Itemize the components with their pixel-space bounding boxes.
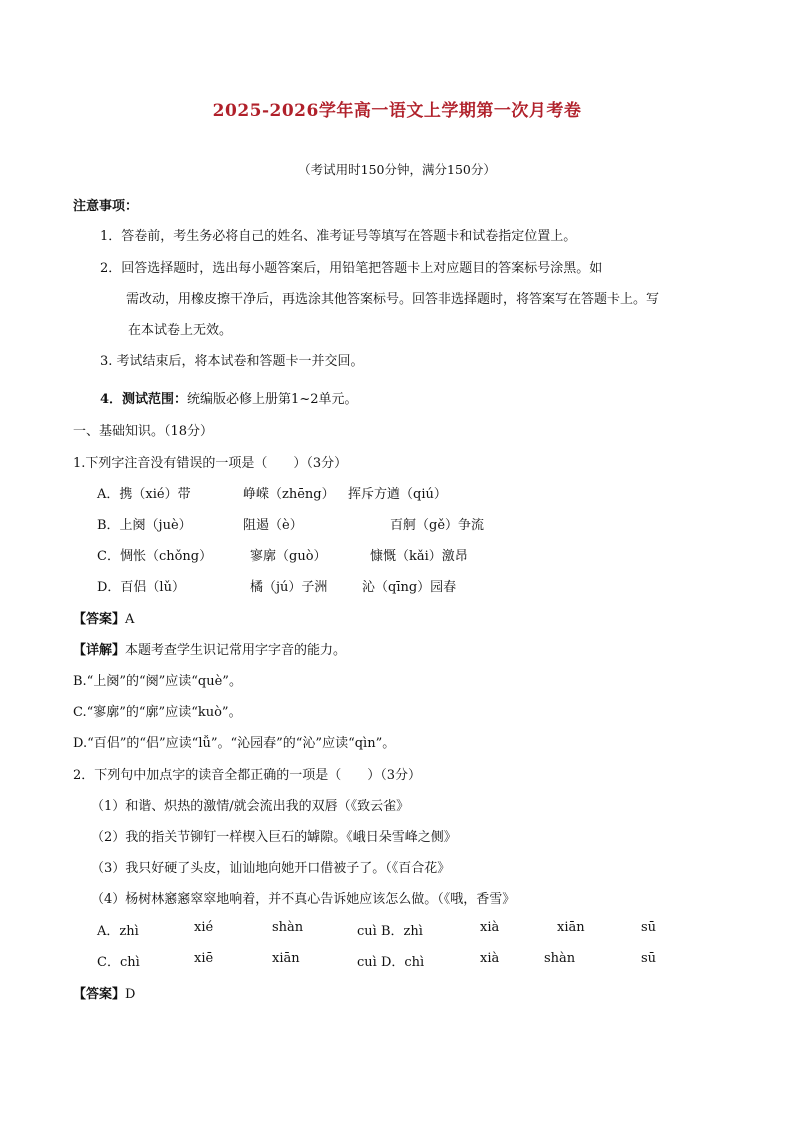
detail-text: 本题考查学生识记常用字字音的能力。 xyxy=(125,643,347,658)
note-2-cont-2: 在本试卷上无效。 xyxy=(128,323,233,338)
q2-opt-d-3: shàn xyxy=(544,951,576,966)
q2-line-4: （4）杨树林窸窸窣窣地响着，并不真心告诉她应该怎么做。（《哦，香雪》 xyxy=(91,892,516,907)
q2-opt-b-3: xiān xyxy=(557,920,585,935)
option-b-1: B．上阕（juè） xyxy=(97,518,192,533)
answer-2 xyxy=(73,983,135,1002)
answer-value: A xyxy=(125,612,135,627)
option-d-3: 沁（qīng）园春 xyxy=(362,580,457,595)
q2-opt-b-4: sū xyxy=(641,920,657,935)
q2-line-2: （2）我的指关节铆钉一样楔入巨石的罅隙。《峨日朵雪峰之侧》 xyxy=(91,830,457,845)
page-title: 2025-2026学年高一语文上学期第一次月考卷 xyxy=(212,101,582,121)
q2-line-3: （3）我只好硬了头皮，讪讪地向她开口借被子了。（《百合花》 xyxy=(91,861,451,876)
question-2-stem: 2．下列句中加点字的读音全都正确的一项是（ ）（3分） xyxy=(73,768,422,783)
explain-d: D.“百侣”的“侣”应读“lǚ”。“沁园春”的“沁”应读“qìn”。 xyxy=(73,736,396,751)
detail-label: 【详解】 xyxy=(73,643,126,658)
option-d-1: D．百侣（lǔ） xyxy=(97,580,185,595)
question-1-stem: 1.下列字注音没有错误的一项是（ ）（3分） xyxy=(73,456,348,471)
answer-label: 【答案】 xyxy=(73,987,126,1002)
notes-heading: 注意事项： xyxy=(73,199,139,214)
option-a-1: A．携（xié）带 xyxy=(97,487,191,502)
section-heading: 一、基础知识。（18分） xyxy=(73,424,214,439)
note-2-cont: 需改动，用橡皮擦干净后，再选涂其他答案标号。回答非选择题时，将答案写在答题卡上。写 xyxy=(126,292,660,307)
exam-info: （考试用时150分钟，满分150分） xyxy=(298,162,496,177)
note-4-label: 4．测试范围： xyxy=(100,392,188,407)
answer-label: 【答案】 xyxy=(73,612,126,627)
option-b-2: 阻遏（è） xyxy=(243,518,303,533)
option-c-1: C．惆怅（chǒng） xyxy=(97,549,213,564)
option-c-2: 寥廓（guò） xyxy=(250,549,327,564)
note-4 xyxy=(100,388,357,407)
q2-opt-d-2: xià xyxy=(480,951,500,966)
option-d-2: 橘（jú）子洲 xyxy=(250,580,328,595)
q2-opt-a-3: shàn xyxy=(272,920,304,935)
note-3: 3. 考试结束后，将本试卷和答题卡一并交回。 xyxy=(100,354,364,369)
note-4-text: 统编版必修上册第1~2单元。 xyxy=(187,392,358,407)
option-c-3: 慷慨（kǎi）激昂 xyxy=(370,549,468,564)
option-a-2: 峥嵘（zhēng） xyxy=(243,487,335,502)
q2-line-1: （1）和谐、炽热的激情/就会流出我的双唇（《致云雀》 xyxy=(91,799,410,814)
answer-1 xyxy=(73,608,134,627)
q2-opt-a-2: xié xyxy=(194,920,214,935)
q2-opt-c-3: xiān xyxy=(272,951,300,966)
answer-value: D xyxy=(125,987,136,1002)
q2-opt-c-1: C．chì xyxy=(97,955,140,970)
option-a-3: 挥斥方遒（qiú） xyxy=(348,487,447,502)
option-b-3: 百舸（gě）争流 xyxy=(390,518,485,533)
explain-c: C.“寥廓”的“廓”应读“kuò”。 xyxy=(73,705,242,720)
explain-b: B.“上阕”的“阕”应读“què”。 xyxy=(73,674,242,689)
q2-opt-a-1: A．zhì xyxy=(97,924,139,939)
q2-opt-a-4: cuì B．zhì xyxy=(357,924,423,939)
q2-opt-b-2: xià xyxy=(480,920,500,935)
note-2: 2．回答选择题时，选出每小题答案后，用铅笔把答题卡上对应题目的答案标号涂黑。如 xyxy=(100,261,603,276)
note-1: 1．答卷前，考生务必将自己的姓名、准考证号等填写在答题卡和试卷指定位置上。 xyxy=(100,229,577,244)
q2-opt-c-2: xiē xyxy=(194,951,214,966)
q2-opt-c-4: cuì D．chì xyxy=(357,955,425,970)
detail-1 xyxy=(73,639,346,658)
q2-opt-d-4: sū xyxy=(641,951,657,966)
